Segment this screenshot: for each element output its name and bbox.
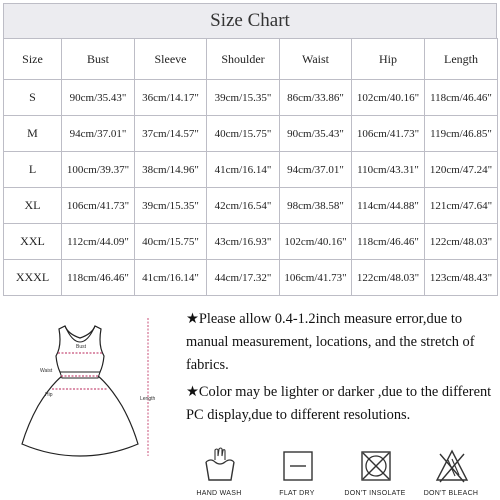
table-header-row (4, 39, 498, 80)
table-row (4, 80, 498, 116)
size-chart-title-bar (3, 3, 497, 38)
measurement-cell: 106cm/41.73" (280, 260, 352, 296)
measurement-cell: 106cm/41.73" (352, 116, 425, 152)
table-row (4, 188, 498, 224)
size-cell: M (4, 116, 62, 152)
notes (186, 308, 498, 431)
care-icons (188, 444, 498, 500)
measurement-cell: 123cm/48.43" (425, 260, 498, 296)
care-dont-insolate (344, 444, 406, 500)
size-cell: XL (4, 188, 62, 224)
measurement-cell: 102cm/40.16" (352, 80, 425, 116)
measurement-cell: 41cm/16.14" (207, 152, 280, 188)
measurement-cell: 110cm/43.31" (352, 152, 425, 188)
measurement-cell: 36cm/14.17" (135, 80, 207, 116)
dont-bleach-icon (435, 446, 469, 486)
note-color: ★Color may be lighter or darker ,due to the different PC display,due to different resolutions. (186, 384, 492, 423)
measurement-cell: 102cm/40.16" (280, 224, 352, 260)
measurement-cell: 37cm/14.57" (135, 116, 207, 152)
size-cell: XXL (4, 224, 62, 260)
care-dont-bleach (420, 444, 482, 500)
measurement-cell: 94cm/37.01" (280, 152, 352, 188)
table-header-cell: Waist (280, 39, 352, 80)
table-header-cell: Shoulder (207, 39, 280, 80)
measurement-cell: 39cm/15.35" (135, 188, 207, 224)
dress-waistband (60, 372, 100, 378)
table-row (4, 116, 498, 152)
care-label: DON'T BLEACH (423, 490, 479, 497)
size-cell: L (4, 152, 62, 188)
measurement-cell: 122cm/48.03" (425, 224, 498, 260)
flat-dry-icon (281, 446, 315, 486)
care-label: FLAT DRY (279, 490, 315, 497)
page-title: Size Chart (210, 10, 290, 31)
size-cell: XXXL (4, 260, 62, 296)
size-cell: S (4, 80, 62, 116)
table-header-cell: Sleeve (135, 39, 207, 80)
measurement-cell: 94cm/37.01" (62, 116, 135, 152)
bust-label: Bust (76, 344, 87, 350)
care-flat-dry (266, 444, 328, 500)
measurement-cell: 118cm/46.46" (62, 260, 135, 296)
lower-section (0, 306, 500, 500)
dont-tumble-dry-icon (359, 446, 393, 486)
measurement-cell: 118cm/46.46" (425, 80, 498, 116)
note-measure-error: ★Please allow 0.4-1.2inch measure error,due to manual measurement, locations, and the stretch of fabrics. (186, 311, 475, 373)
measurement-cell: 118cm/46.46" (352, 224, 425, 260)
hip-label: Hip (45, 392, 53, 398)
table-row (4, 260, 498, 296)
care-label: DON'T INSOLATE (344, 490, 406, 497)
measurement-cell: 112cm/44.09" (62, 224, 135, 260)
measurement-cell: 122cm/48.03" (352, 260, 425, 296)
measurement-cell: 98cm/38.58" (280, 188, 352, 224)
measurement-cell: 43cm/16.93" (207, 224, 280, 260)
measurement-cell: 120cm/47.24" (425, 152, 498, 188)
measurement-cell: 38cm/14.96" (135, 152, 207, 188)
size-table (3, 38, 498, 296)
measurement-cell: 114cm/44.88" (352, 188, 425, 224)
waist-label: Waist (40, 368, 53, 374)
measurement-cell: 39cm/15.35" (207, 80, 280, 116)
measurement-cell: 90cm/35.43" (62, 80, 135, 116)
table-header-cell: Hip (352, 39, 425, 80)
measurement-cell: 100cm/39.37" (62, 152, 135, 188)
dress-measurement-diagram (10, 314, 176, 462)
length-label: Length (140, 396, 156, 402)
table-header-cell: Size (4, 39, 62, 80)
measurement-cell: 40cm/15.75" (135, 224, 207, 260)
hand-wash-icon (203, 446, 237, 486)
table-header-cell: Bust (62, 39, 135, 80)
measurement-cell: 121cm/47.64" (425, 188, 498, 224)
table-row (4, 152, 498, 188)
measurement-cell: 119cm/46.85" (425, 116, 498, 152)
measurement-cell: 86cm/33.86" (280, 80, 352, 116)
measurement-cell: 106cm/41.73" (62, 188, 135, 224)
measurement-cell: 40cm/15.75" (207, 116, 280, 152)
measurement-cell: 44cm/17.32" (207, 260, 280, 296)
measurement-cell: 41cm/16.14" (135, 260, 207, 296)
measurement-cell: 42cm/16.54" (207, 188, 280, 224)
care-label: HAND WASH (196, 490, 242, 497)
table-row (4, 224, 498, 260)
table-header-cell: Length (425, 39, 498, 80)
care-hand-wash (188, 444, 250, 500)
measurement-cell: 90cm/35.43" (280, 116, 352, 152)
